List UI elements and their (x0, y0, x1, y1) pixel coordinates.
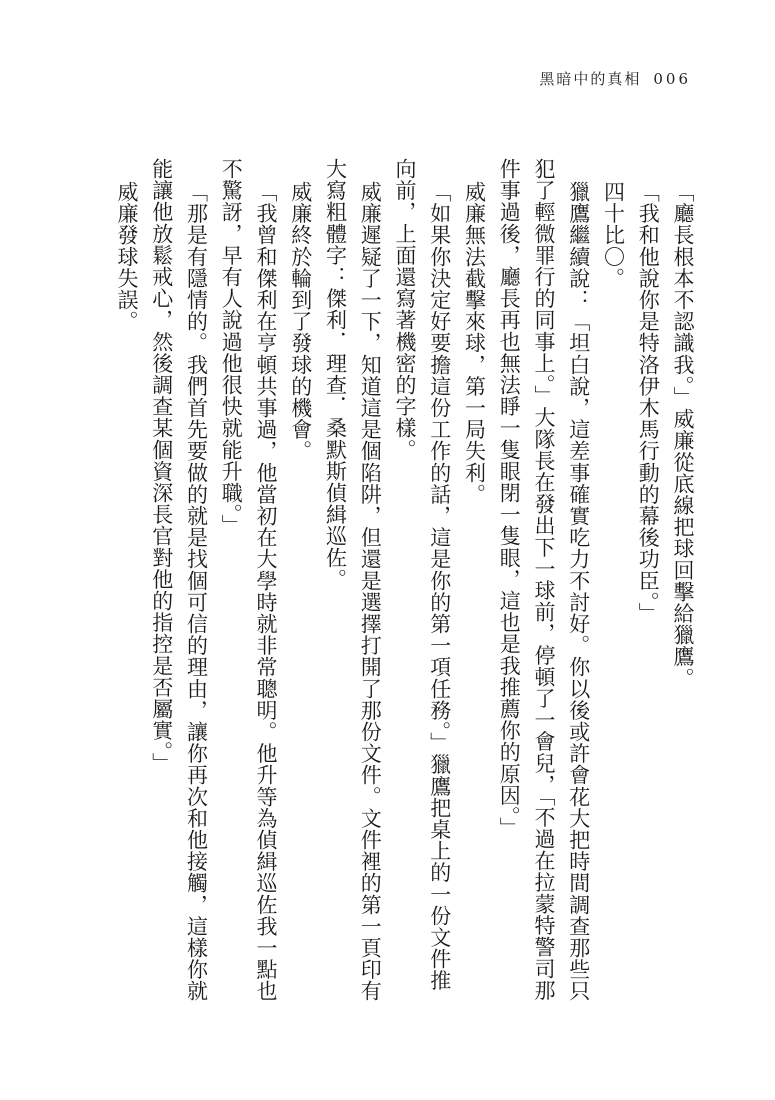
text-line: 四十比〇。 (601, 181, 626, 289)
text-line: 向前，上面還寫著機密的字樣。 (393, 158, 417, 461)
text-line: 威廉無法截擊來球，第一局失利。 (462, 181, 487, 505)
text-line: 犯了輕微罪行的同事上。」大隊長在發出下一球前，停頓了一會兒，「不過在拉蒙特警司那 (532, 158, 556, 1001)
text-line: 「我曾和傑利在亨頓共事過，他當初在大學時就非常聰明。他升等為偵緝巡佐我一點也 (254, 181, 278, 1002)
text-line: 能讓他放鬆戒心，然後調查某個資深長官對他的指控是否屬實。」 (149, 158, 174, 774)
text-line: 件事過後，廳長再也無法睜一隻眼閉一隻眼，這也是我推薦你的原因。」 (497, 158, 522, 839)
text-line: 威廉終於輪到了發球的機會。 (288, 181, 313, 462)
page-number: 006 (653, 70, 691, 88)
text-line: 「我和他說你是特洛伊木馬行動的幕後功臣。」 (636, 181, 661, 625)
text-line: 「廳長根本不認識我。」威廉從底線把球回擊給獵鷹。 (671, 181, 695, 689)
text-line: 威廉發球失誤。 (115, 181, 139, 333)
text-line: 獵鷹繼續說：「坦白說，這差事確實吃力不討好。你以後或許會花大把時間調查那些只 (566, 181, 591, 1002)
book-title: 黑暗中的真相 (539, 70, 642, 88)
text-line: 威廉遲疑了一下，知道這是個陷阱，但還是選擇打開了那份文件。文件裡的第一頁印有 (358, 181, 383, 1002)
page-body-text (109, 158, 700, 1018)
text-line: 大寫粗體字：傑利．理查．桑默斯偵緝巡佐。 (323, 158, 348, 590)
text-line: 「如果你決定好要擔這份工作的話，這是你的第一項任務。」獵鷹把桌上的一份文件推 (427, 181, 452, 992)
text-line: 「那是有隱情的。我們首先要做的就是找個可信的理由，讓你再次和他接觸，這樣你就 (184, 181, 209, 1002)
text-line: 不驚訝，早有人說過他很快就能升職。」 (219, 158, 244, 537)
running-header (539, 68, 691, 89)
